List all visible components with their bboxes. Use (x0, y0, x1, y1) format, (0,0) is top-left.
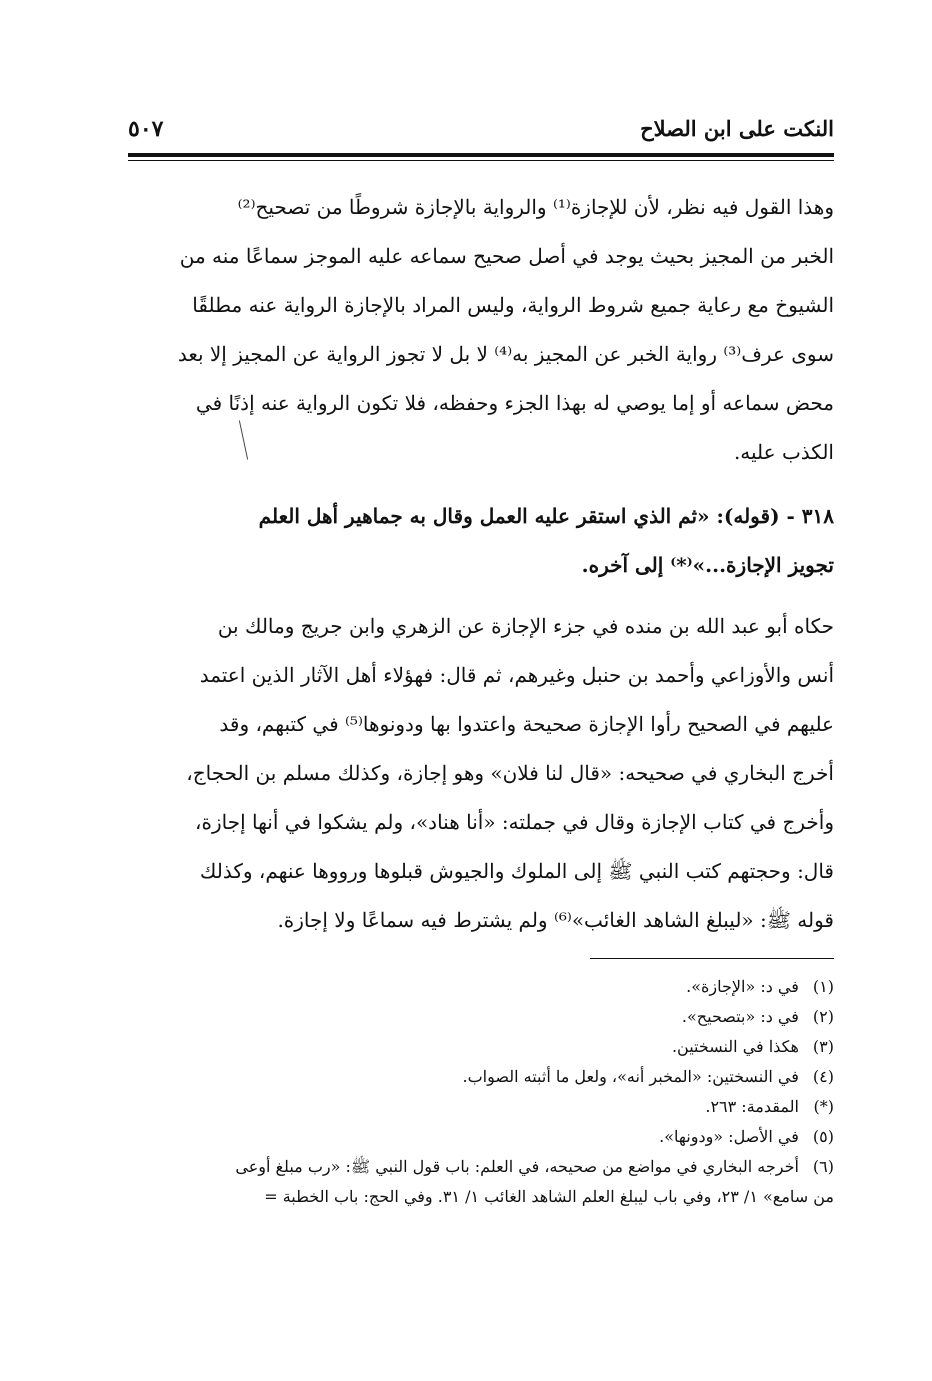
footnote (128, 1002, 834, 1032)
text-line: الشيوخ مع رعاية جميع شروط الرواية، وليس المراد بالإجازة الرواية عنه مطلقًا (192, 293, 834, 317)
text-line: أنس والأوزاعي وأحمد بن حنبل وغيرهم، ثم قال: فهؤلاء أهل الآثار الذين اعتمد (199, 663, 834, 687)
footnotes (128, 972, 834, 1212)
footnote-continuation: من سامع» ١/ ٢٣، وفي باب ليبلغ العلم الشاهد الغائب ١/ ٣١. وفي الحج: باب الخطبة = (264, 1187, 834, 1206)
footnote-text: في النسختين: «المخبر أنه»، ولعل ما أثبته الصواب. (462, 1067, 799, 1086)
footnote-text: في د: «الإجازة». (686, 977, 799, 996)
text-line: قوله ﷺ: «ليبلغ الشاهد الغائب»⁽⁶⁾ ولم يشترط فيه سماعًا ولا إجازة. (277, 908, 834, 932)
footnote (128, 1092, 834, 1122)
text-line: الكذب عليه. (733, 440, 834, 464)
footnote-text: في د: «بتصحيح». (681, 1007, 799, 1026)
footnote-text: المقدمة: ٢٦٣. (705, 1097, 799, 1116)
footnote (128, 1032, 834, 1062)
text-line: وهذا القول فيه نظر، لأن للإجازة⁽¹⁾ والرواية بالإجازة شروطًا من تصحيح⁽²⁾ (237, 195, 834, 219)
header-rule-thick (128, 153, 834, 157)
footnote-mark: (٥) (812, 1127, 834, 1146)
paragraph-1 (128, 183, 834, 477)
paragraph-2-heading (128, 492, 834, 590)
footnote-separator (590, 958, 834, 959)
footnote-mark: (٤) (812, 1067, 834, 1086)
text-line: تجويز الإجازة...»⁽*⁾ إلى آخره. (581, 553, 834, 577)
page-header (128, 112, 834, 152)
footnote-mark: (٦) (812, 1157, 834, 1176)
running-title: النكت على ابن الصلاح (640, 116, 834, 141)
text-line: أخرج البخاري في صحيحه: «قال لنا فلان» وهو إجازة، وكذلك مسلم بن الحجاج، (186, 761, 834, 785)
footnote (128, 1122, 834, 1152)
footnote-mark: (١) (812, 977, 834, 996)
paragraph-3 (128, 602, 834, 945)
text-line: ٣١٨ - (قوله): «ثم الذي استقر عليه العمل وقال به جماهير أهل العلم (258, 504, 834, 528)
text-line: الخبر من المجيز بحيث يوجد في أصل صحيح سماعه عليه الموجز سماعًا منه من (179, 244, 834, 268)
text-line: وأخرج في كتاب الإجازة وقال في جملته: «أنا هناد»، ولم يشكوا في أنها إجازة، (195, 810, 834, 834)
footnote-mark: (٢) (812, 1007, 834, 1026)
footnote-mark: (*) (813, 1097, 834, 1116)
footnote (128, 1062, 834, 1092)
text-line: حكاه أبو عبد الله بن منده في جزء الإجازة عن الزهري وابن جريج ومالك بن (217, 614, 834, 638)
text-line: عليهم في الصحيح رأوا الإجازة صحيحة واعتدوا بها ودونوها⁽⁵⁾ في كتبهم، وقد (219, 712, 834, 736)
page-number: ٥٠٧ (128, 116, 164, 142)
footnote-text: هكذا في النسختين. (671, 1037, 799, 1056)
footnote-mark: (٣) (812, 1037, 834, 1056)
footnote (128, 1152, 834, 1182)
footnote-text: أخرجه البخاري في مواضع من صحيحه، في العلم: باب قول النبي ﷺ: «رب مبلغ أوعى (235, 1157, 799, 1176)
text-line: قال: وحجتهم كتب النبي ﷺ إلى الملوك والجيوش قبلوها ورووها عنهم، وكذلك (199, 859, 834, 883)
footnote (128, 972, 834, 1002)
footnote-text: في الأصل: «ودونها». (659, 1127, 799, 1146)
text-line: سوى عرف⁽³⁾ رواية الخبر عن المجيز به⁽⁴⁾ لا بل لا تجوز الرواية عن المجيز إلا بعد (177, 342, 834, 366)
header-rule-thin (128, 160, 834, 161)
text-line: محض سماعه أو إما يوصي له بهذا الجزء وحفظه، فلا تكون الرواية عنه إذنًا في (195, 391, 834, 415)
